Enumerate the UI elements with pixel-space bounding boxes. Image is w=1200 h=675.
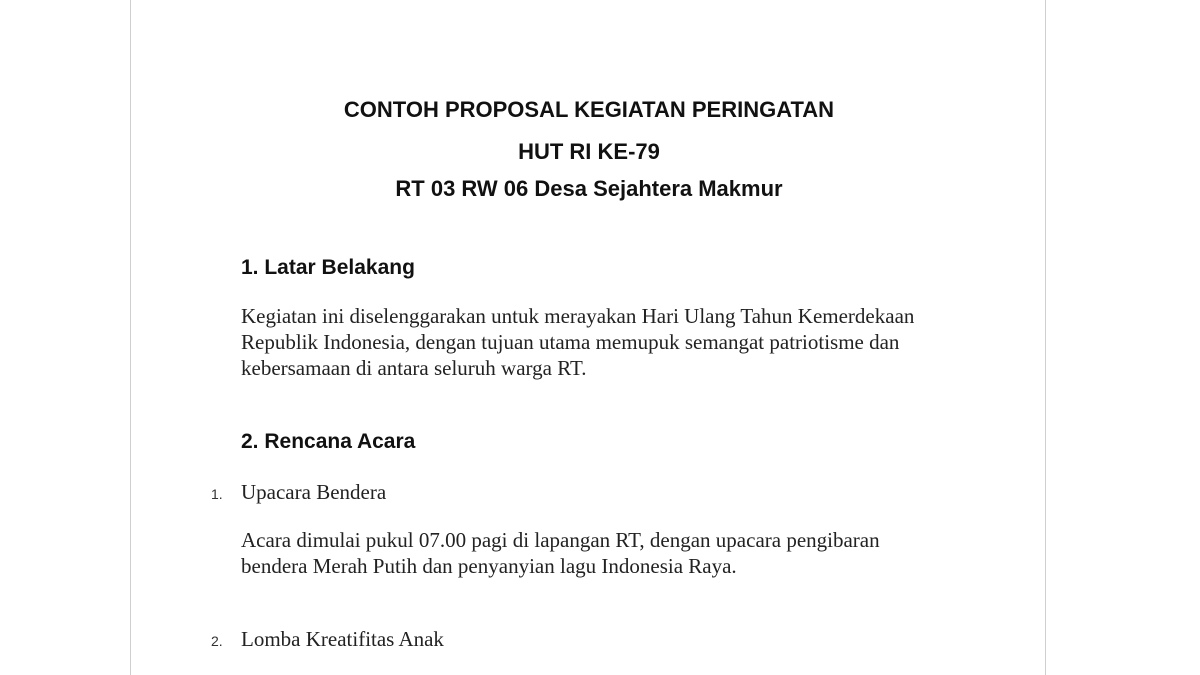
doc-title-line-3: RT 03 RW 06 Desa Sejahtera Makmur [395,176,783,201]
list-item-label: Upacara Bendera [241,480,387,504]
section-heading-latar-belakang: 1. Latar Belakang [241,256,415,279]
list-item [211,479,911,505]
document-page [130,0,1046,675]
list-item-description: Acara dimulai pukul 07.00 pagi di lapangan RT, dengan upacara pengibaran bendera Merah Putih dan penyanyian lagu Indonesia Raya. [241,528,880,578]
list-item [211,626,911,652]
list-item-number: 2. [211,633,223,649]
section-paragraph-latar-belakang: Kegiatan ini diselenggarakan untuk merayakan Hari Ulang Tahun Kemerdekaan Republik Indonesia, dengan tujuan utama memupuk semangat patriotisme dan kebersamaan di antara seluruh warga RT. [241,304,915,380]
list-item-label: Lomba Kreatifitas Anak [241,627,444,651]
section-heading-rencana-acara: 2. Rencana Acara [241,430,416,453]
list-item-number: 1. [211,486,223,502]
doc-title-line-2: HUT RI KE-79 [518,139,660,164]
doc-title-line-1: CONTOH PROPOSAL KEGIATAN PERINGATAN [343,97,835,122]
